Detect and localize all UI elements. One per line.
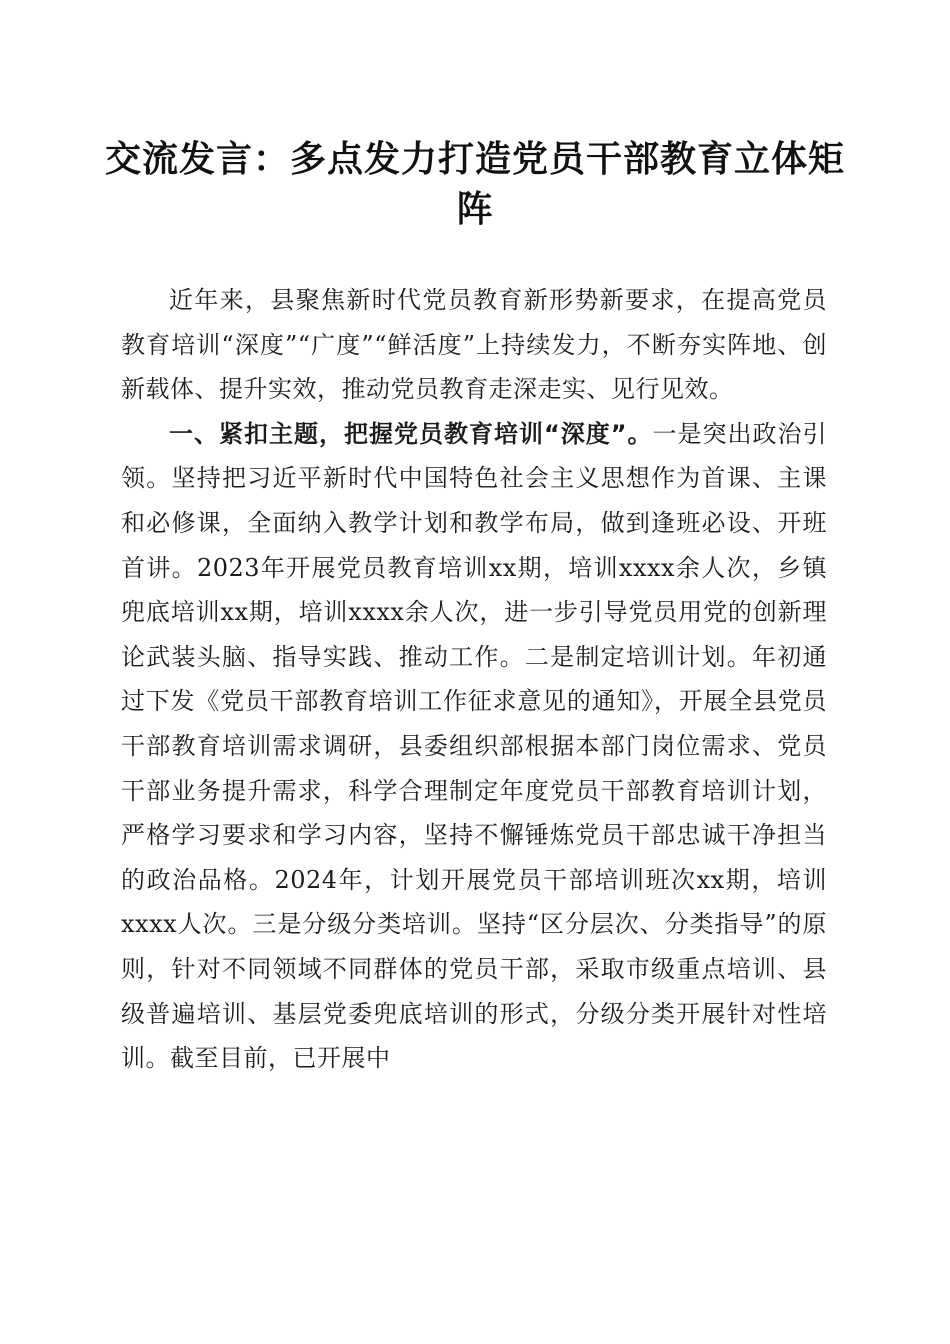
- intro-paragraph: 近年来，县聚焦新时代党员教育新形势新要求，在提高党员教育培训“深度”“广度”“鲜活度”上持续发力，不断夯实阵地、创新载体、提升实效，推动党员教育走深走实、见行见效。: [121, 286, 827, 404]
- section-1-heading: 一、紧扣主题，把握党员教育培训“深度”。: [169, 419, 653, 448]
- section-1-body: 一是突出政治引领。坚持把习近平新时代中国特色社会主义思想作为首课、主课和必修课，全面纳入教学计划和教学布局，做到逢班必设、开班首讲。2023年开展党员教育培训xx期，培训xxxx余人次，乡镇兜底培训xx期，培训xxxx余人次，进一步引导党员用党的创新理论武装头脑、指导实践、推动工作。二是制定培训计划。年初通过下发《党员干部教育培训工作征求意见的通知》，开展全县党员干部教育培训需求调研，县委组织部根据本部门岗位需求、党员干部业务提升需求，科学合理制定年度党员干部教育培训计划，严格学习要求和学习内容，坚持不懈锤炼党员干部忠诚干净担当的政治品格。2024年，计划开展党员干部培训班次xx期，培训xxxx人次。三是分级分类培训。坚持“区分层次、分类指导”的原则，针对不同领域不同群体的党员干部，采取市级重点培训、县级普遍培训、基层党委兜底培训的形式，分级分类开展针对性培训。截至目前，已开展中: [121, 419, 828, 1073]
- document-title: 交流发言：多点发力打造党员干部教育立体矩阵: [104, 138, 845, 230]
- document-body: [121, 278, 827, 1081]
- section-1-paragraph: [121, 412, 827, 1081]
